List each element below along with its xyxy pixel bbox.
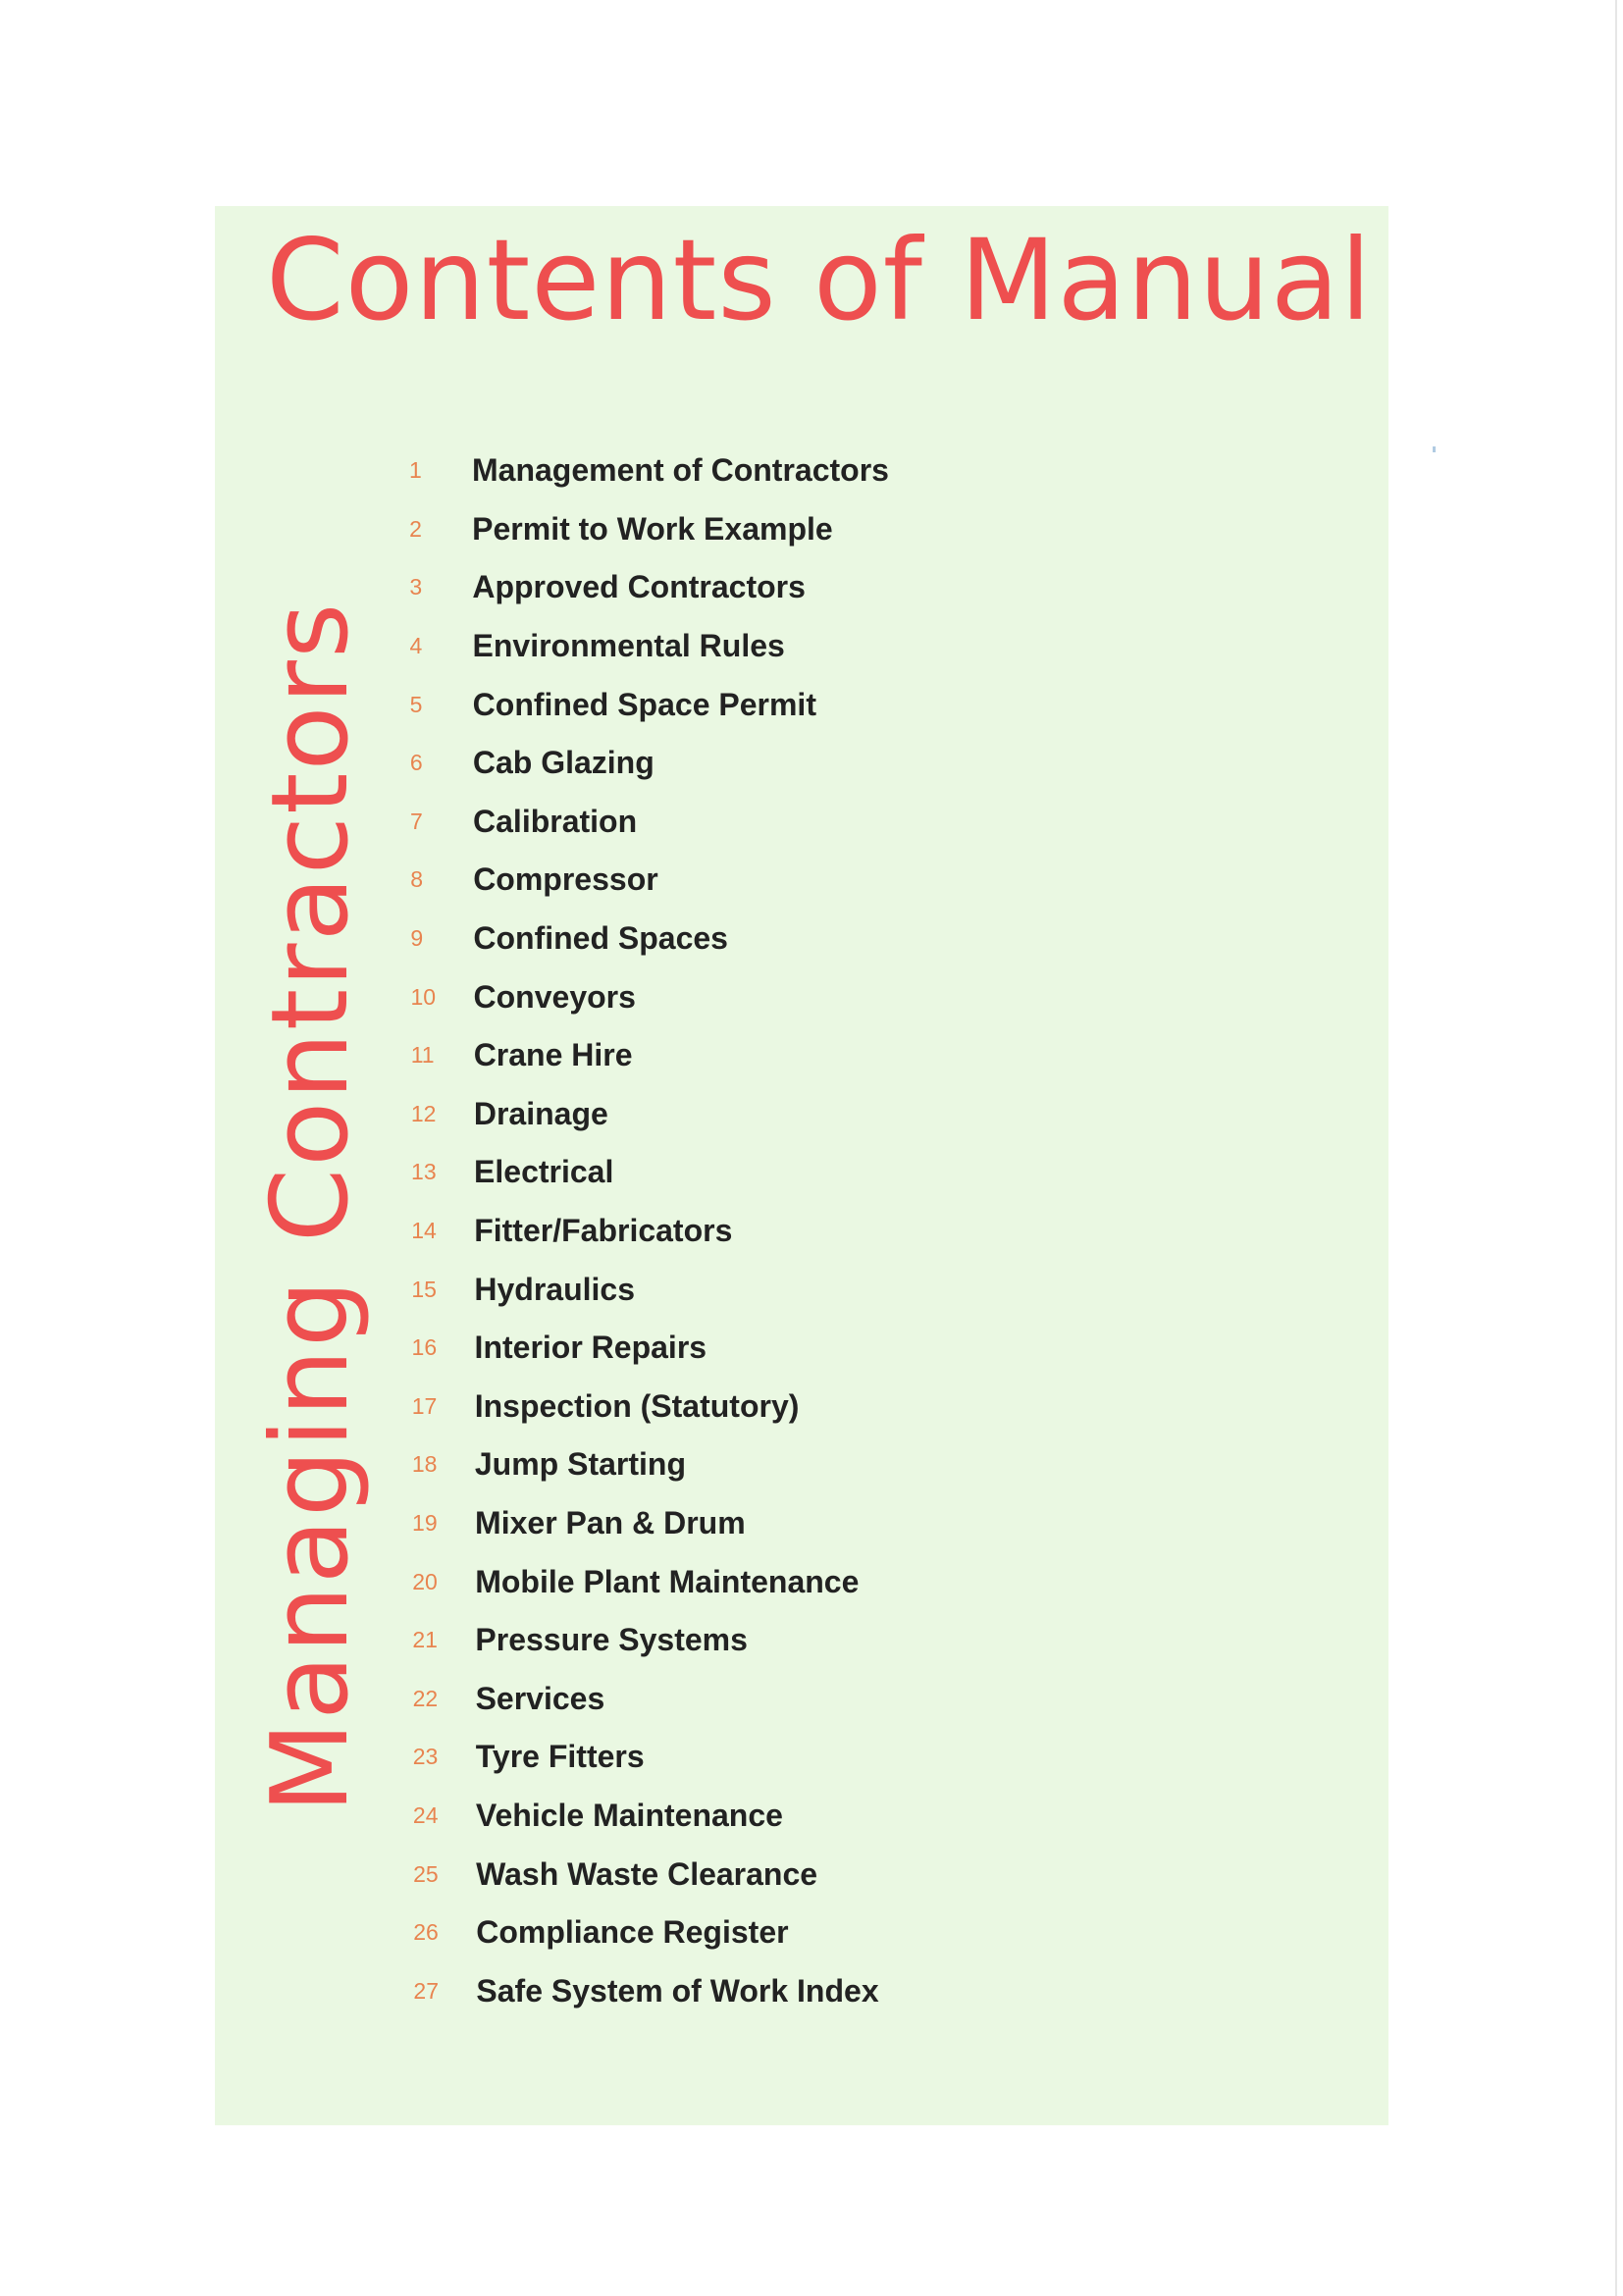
page-edge-line [1615,0,1617,2296]
contents-item [409,1552,1155,1611]
contents-item-number: 27 [413,1977,439,2004]
contents-item-title: Confined Space Permit [472,686,816,722]
contents-item [409,1494,1155,1553]
contents-item-title: Interior Repairs [474,1330,707,1366]
contents-item [409,1787,1155,1846]
contents-item-title: Electrical [474,1154,614,1190]
contents-item [409,558,1155,617]
contents-item-number: 7 [410,808,423,834]
contents-item-number: 11 [410,1042,435,1069]
contents-item-title: Tyre Fitters [475,1739,645,1775]
contents-item-title: Crane Hire [473,1037,633,1073]
contents-item-title: Confined Spaces [473,920,728,957]
contents-item [409,967,1155,1026]
contents-item-title: Mobile Plant Maintenance [475,1563,860,1599]
contents-item-title: Mixer Pan & Drum [475,1504,746,1540]
contents-item-number: 12 [410,1100,437,1126]
side-label: Managing Contractors [249,600,372,1813]
contents-item-title: Pressure Systems [475,1622,748,1658]
contents-item-title: Calibration [473,803,638,839]
contents-item [409,1085,1155,1144]
contents-item-number: 20 [412,1568,438,1594]
contents-item-title: Drainage [473,1095,608,1131]
contents-item-number: 25 [413,1860,439,1887]
contents-item-title: Hydraulics [474,1271,635,1307]
contents-item-title: Permit to Work Example [472,510,833,547]
contents-item-title: Jump Starting [474,1446,686,1483]
contents-item [409,1669,1155,1728]
contents-item-number: 18 [411,1451,438,1478]
contents-item-title: Approved Contractors [472,569,806,605]
contents-item [409,1904,1155,1962]
contents-item-number: 13 [411,1159,437,1185]
contents-item [409,1260,1155,1319]
contents-item-number: 21 [412,1627,438,1653]
contents-item-number: 17 [411,1392,438,1419]
contents-item-number: 14 [411,1218,437,1244]
contents-item-title: Conveyors [473,978,636,1015]
contents-item [409,500,1155,559]
contents-item [409,675,1155,734]
page-title: Contents of Manual [266,215,1373,345]
contents-list [409,442,1155,2020]
contents-item-number: 26 [413,1919,439,1946]
contents-item-title: Compressor [473,861,658,898]
contents-item-number: 22 [412,1685,439,1711]
contents-item-title: Inspection (Statutory) [474,1387,800,1424]
contents-panel [215,206,1388,2125]
contents-item-number: 6 [409,750,423,776]
contents-item-title: Wash Waste Clearance [476,1855,818,1892]
contents-item-number: 15 [411,1276,437,1302]
contents-item [409,851,1155,910]
contents-item-number: 16 [411,1334,438,1361]
contents-item-number: 5 [409,691,423,717]
contents-item-title: Fitter/Fabricators [474,1213,733,1249]
contents-item [409,1378,1155,1436]
contents-item [409,793,1155,852]
contents-item-title: Environmental Rules [472,628,785,664]
contents-item-number: 2 [409,515,422,542]
contents-item-number: 1 [409,457,422,484]
contents-item [409,1728,1155,1787]
contents-item [409,1435,1155,1494]
contents-item-number: 10 [410,983,437,1010]
contents-item-number: 4 [409,633,423,659]
contents-item-number: 8 [410,866,423,893]
contents-item-title: Compliance Register [476,1914,789,1951]
contents-item [409,1611,1155,1670]
contents-item [409,910,1155,968]
contents-item [409,617,1155,676]
contents-item [409,442,1155,500]
contents-item [409,1319,1155,1378]
contents-item-number: 23 [412,1744,439,1770]
scan-speck [1433,446,1436,452]
contents-item-number: 19 [412,1509,438,1536]
contents-item-title: Safe System of Work Index [476,1972,879,2009]
contents-item [409,1202,1155,1261]
contents-item-number: 9 [410,925,424,952]
contents-item [409,734,1155,793]
contents-item-title: Cab Glazing [472,745,654,781]
contents-item [409,1026,1155,1085]
contents-item [409,1961,1155,2020]
contents-item-title: Services [475,1680,605,1716]
contents-item-title: Vehicle Maintenance [475,1797,783,1833]
contents-item [409,1845,1155,1904]
contents-item-number: 24 [412,1801,439,1828]
contents-item [409,1143,1155,1202]
contents-item-number: 3 [409,574,423,600]
contents-item-title: Management of Contractors [472,452,889,489]
